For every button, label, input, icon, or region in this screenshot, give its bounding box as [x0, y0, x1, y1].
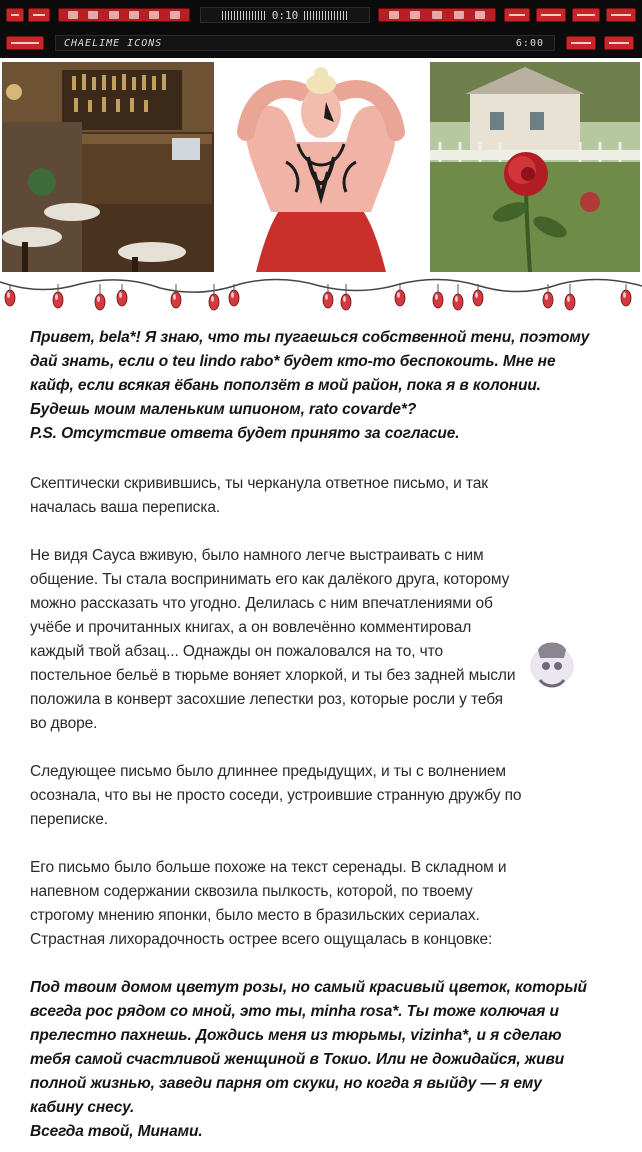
text-line: каждый твой абзац... Однажды он пожаловался на то, что: [30, 643, 443, 660]
bulb-highlight: [55, 294, 58, 300]
paragraph-4: [30, 760, 620, 832]
text-line: положила в конверт засохшие лепестки роз, которые росли у тебя: [30, 691, 503, 708]
text-line: во дворе.: [30, 715, 98, 732]
next-track-button[interactable]: [604, 36, 634, 50]
bulb-highlight: [455, 296, 458, 302]
time-display: [200, 7, 370, 23]
text-line: напевном содержании сквозила пылкость, которой, по твоему: [30, 883, 473, 900]
light-bulb-icon: [209, 294, 219, 310]
bulb-highlight: [343, 296, 346, 302]
text-line: Всегда твой, Минами.: [30, 1123, 203, 1140]
text-line: Не видя Сауса вживую, было намного легче выстраивать с ним: [30, 547, 484, 564]
close-button[interactable]: [606, 8, 636, 22]
light-bulb-icon: [395, 290, 405, 306]
shuffle-button[interactable]: [389, 11, 399, 19]
player-title-row: [0, 30, 642, 56]
text-line: Скептически скривившись, ты черканула ответное письмо, и так: [30, 475, 488, 492]
light-bulb-icon: [53, 292, 63, 308]
bulb-highlight: [231, 292, 234, 298]
repeat-button[interactable]: [410, 11, 420, 19]
option-a-button[interactable]: [432, 11, 442, 19]
next-button[interactable]: [170, 11, 180, 19]
paragraph-2: [30, 472, 620, 520]
text-line: полной жизнью, заведи парня от скуки, но когда я выйду — я ему: [30, 1075, 542, 1092]
shade-button[interactable]: [536, 8, 566, 22]
track-title-box: [55, 35, 555, 51]
bulb-highlight: [97, 296, 100, 302]
option-b-button[interactable]: [454, 11, 464, 19]
prev-track-button[interactable]: [566, 36, 596, 50]
light-bulb-icon: [117, 290, 127, 306]
light-bulb-icon: [323, 292, 333, 308]
text-line: тебя самой счастливой женщиной в Токио. Или не дожидайся, живи: [30, 1051, 565, 1068]
text-line: прелестно пахнешь. Дождись меня из тюрьмы, vizinha*, и я сделаю: [30, 1027, 562, 1044]
menu-button[interactable]: [6, 36, 44, 50]
light-bulb-icon: [5, 290, 15, 306]
light-bulb-icon: [543, 292, 553, 308]
bulb-highlight: [567, 296, 570, 302]
light-bulb-icon: [565, 294, 575, 310]
bulb-highlight: [119, 292, 122, 298]
character-sticker-icon: [520, 636, 584, 692]
light-bulb-icon: [621, 290, 631, 306]
story-text: [30, 326, 620, 1152]
illustrated-man-with-tattoo-image: [216, 62, 426, 272]
text-line: строгому мнению японки, было место в бразильских сериалах.: [30, 907, 480, 924]
light-bulb-icon: [453, 294, 463, 310]
bulb-highlight: [325, 294, 328, 300]
photo-strip: [0, 60, 642, 274]
track-length: 6:00: [515, 37, 544, 49]
text-line: кайф, если всякая ёбань поползёт в мой район, пока я в колонии.: [30, 377, 541, 394]
text-line: переписке.: [30, 811, 108, 828]
restore-button[interactable]: [572, 8, 600, 22]
prev-button[interactable]: [68, 11, 78, 19]
bulb-highlight: [211, 296, 214, 302]
bulb-highlight: [173, 294, 176, 300]
light-bulb-icon: [341, 294, 351, 310]
bulb-highlight: [545, 294, 548, 300]
rewind-button[interactable]: [88, 11, 98, 19]
text-line: P.S. Отсутствие ответа будет принято за согласие.: [30, 425, 460, 442]
volume-bars-icon: [222, 11, 266, 20]
letter-1: [30, 326, 620, 446]
text-line: осознала, что вы не просто соседи, устроившие странную дружбу по: [30, 787, 522, 804]
text-line: дай знать, если о teu lindo rabo* будет кто-то беспокоить. Мне не: [30, 353, 556, 370]
string-lights-divider: [0, 276, 642, 316]
eq-button[interactable]: [6, 8, 24, 22]
text-line: Будешь моим маленьким шпионом, rato covarde*?: [30, 401, 417, 418]
media-player-bar: [0, 0, 642, 58]
track-title: CHAELIME ICONS: [64, 37, 163, 49]
text-line: общение. Ты стала воспринимать его как далёкого друга, которому: [30, 571, 510, 588]
bulb-highlight: [623, 292, 626, 298]
light-bulb-icon: [473, 290, 483, 306]
red-rose-garden-image: [430, 62, 640, 272]
letter-2: [30, 976, 620, 1144]
light-bulb-icon: [433, 292, 443, 308]
text-line: Привет, bela*! Я знаю, что ты пугаешься собственной тени, поэтому: [30, 329, 590, 346]
paragraph-5: [30, 856, 620, 952]
text-line: постельное бельё в тюрьме воняет хлоркой, и ты без задней мысли: [30, 667, 516, 684]
option-buttons: [378, 8, 496, 22]
light-bulbs: [5, 284, 631, 310]
light-bulb-icon: [229, 290, 239, 306]
text-line: Под твоим домом цветут розы, но самый красивый цветок, который: [30, 979, 587, 996]
balance-bars-icon: [304, 11, 348, 20]
current-time: 0:10: [271, 8, 299, 22]
text-line: началась ваша переписка.: [30, 499, 221, 516]
pause-button[interactable]: [129, 11, 139, 19]
text-line: Его письмо было больше похоже на текст серенады. В складном и: [30, 859, 507, 876]
bulb-highlight: [435, 294, 438, 300]
player-controls-row: [0, 2, 642, 28]
text-line: Страстная лихорадочность острее всего ощущалась в концовке:: [30, 931, 493, 948]
text-line: кабину снесу.: [30, 1099, 135, 1116]
playlist-button[interactable]: [28, 8, 50, 22]
text-line: Следующее письмо было длиннее предыдущих, и ты с волнением: [30, 763, 506, 780]
minimize-button[interactable]: [504, 8, 530, 22]
text-line: всегда рос рядом со мной, это ты, minha rosa*. Ты тоже колючая и: [30, 1003, 559, 1020]
light-bulb-icon: [95, 294, 105, 310]
restaurant-interior-image: [2, 62, 214, 272]
text-line: учёбе и прочитанных книгах, а он вовлечённо комментировал: [30, 619, 472, 636]
option-c-button[interactable]: [475, 11, 485, 19]
play-button[interactable]: [109, 11, 119, 19]
light-bulb-icon: [171, 292, 181, 308]
bulb-highlight: [397, 292, 400, 298]
transport-controls: [58, 8, 190, 22]
stop-button[interactable]: [149, 11, 159, 19]
text-line: можно рассказать что угодно. Делилась с ним впечатлениями об: [30, 595, 493, 612]
bulb-highlight: [475, 292, 478, 298]
bulb-highlight: [7, 292, 10, 298]
